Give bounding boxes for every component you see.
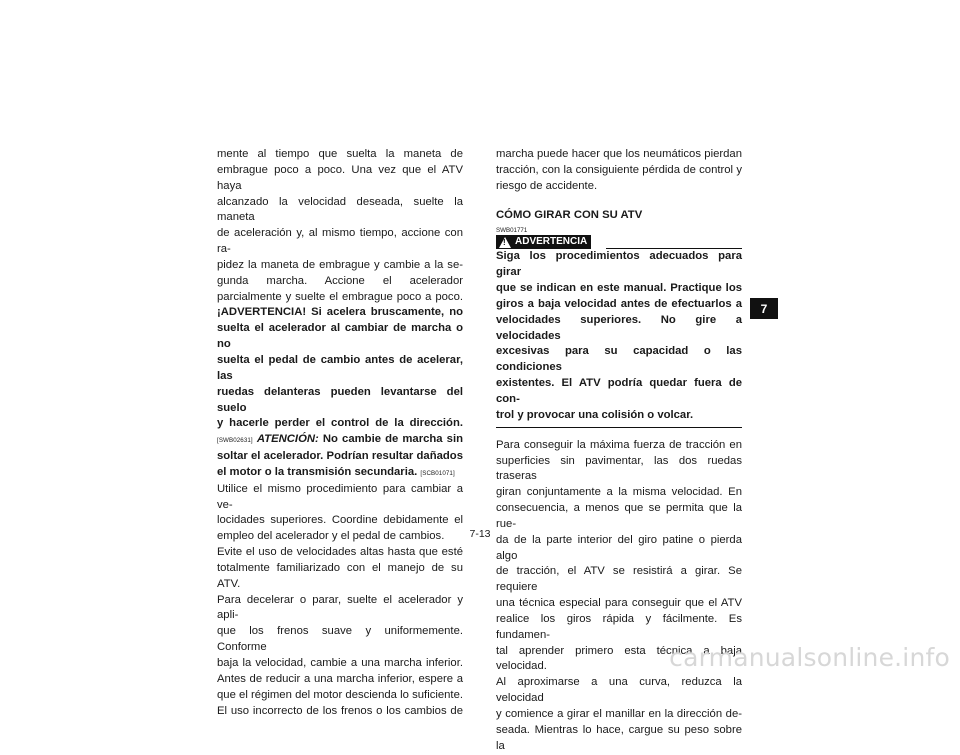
warning-badge	[496, 235, 591, 249]
warning-end-rule	[496, 427, 742, 428]
body-line: giran conjuntamente a la misma velocidad. En	[496, 486, 742, 499]
body-line: El uso incorrecto de los frenos o los cambios de	[217, 704, 463, 717]
body-line: que los frenos suave y uniformemente. Conforme	[217, 625, 463, 654]
warning-line: que se indican en este manual. Practique los	[496, 282, 742, 295]
left-column	[217, 147, 463, 719]
warning-header	[496, 235, 742, 249]
warning-line: ruedas delanteras pueden levantarse del suelo	[217, 385, 463, 414]
warning-code: [SWB02631]	[217, 437, 253, 445]
body-line: tracción, con la consiguiente pérdida de control y	[496, 163, 742, 176]
body-line: da de la parte interior del giro patine o pierda algo	[496, 533, 742, 562]
attention-line	[217, 432, 463, 449]
caution-code: [SCB01071]	[420, 469, 455, 477]
warning-badge-label: ADVERTENCIA	[515, 236, 588, 248]
warning-box-text	[496, 249, 742, 423]
warning-line: existentes. El ATV podría quedar fuera de con-	[496, 377, 742, 405]
body-line: Para conseguir la máxima fuerza de tracción en	[496, 438, 742, 451]
warning-line: ¡ADVERTENCIA! Si acelera bruscamente, no	[217, 306, 463, 319]
body-line: pidez la maneta de embrague y cambie a la se-	[217, 258, 463, 271]
warning-line: giros a baja velocidad antes de efectuarlos a	[496, 297, 742, 310]
chapter-tab: 7	[750, 298, 778, 319]
warning-line: suelta el pedal de cambio antes de acelerar, las	[217, 353, 463, 382]
body-line: que el régimen del motor descienda lo suficiente.	[217, 688, 463, 701]
body-line: embrague poco a poco. Una vez que el ATV haya	[217, 163, 463, 192]
body-line: gunda marcha. Accione el acelerador	[217, 274, 463, 287]
body-line: Para decelerar o parar, suelte el acelerador y apli-	[217, 593, 463, 622]
body-line: de aceleración y, al mismo tiempo, accione con ra-	[217, 227, 463, 256]
warning-line: velocidades superiores. No gire a velocidades	[496, 313, 742, 342]
warning-line: Siga los procedimientos adecuados para girar	[496, 250, 742, 279]
body-line: totalmente familiarizado con el manejo de su ATV.	[217, 561, 463, 590]
attention-line: soltar el acelerador. Podrían resultar dañados	[217, 450, 463, 463]
warning-line: trol y provocar una colisión o volcar.	[496, 408, 694, 421]
attention-text: No cambie de marcha sin	[322, 433, 463, 446]
warning-line: excesivas para su capacidad o las condiciones	[496, 345, 742, 374]
body-line: alcanzado la velocidad deseada, suelte la maneta	[217, 195, 463, 224]
body-line: locidades superiores. Coordine debidamente el	[217, 514, 463, 527]
warning-line: y hacerle perder el control de la dirección.	[217, 417, 463, 430]
warning-line: suelta el acelerador al cambiar de marcha o no	[217, 322, 463, 351]
body-line: seada. Mientras lo hace, cargue su peso sobre la	[496, 723, 742, 752]
body-line: marcha puede hacer que los neumáticos pierdan	[496, 148, 742, 160]
body-line: consecuencia, a menos que se permita que la rue-	[496, 502, 742, 530]
attention-text: el motor o la transmisión secundaria.	[217, 465, 418, 478]
body-line: mente al tiempo que suelta la maneta de	[217, 148, 463, 160]
watermark: carmanualsonline.info	[669, 643, 950, 672]
warning-rule	[606, 248, 742, 249]
page-number: 7-13	[469, 528, 491, 540]
body-line: superficies sin pavimentar, las dos ruedas traseras	[496, 454, 742, 483]
warning-triangle-icon	[499, 237, 511, 248]
section-heading: CÓMO GIRAR CON SU ATV	[496, 208, 643, 221]
body-line: Evite el uso de velocidades altas hasta que esté	[217, 546, 463, 559]
body-line: parcialmente y suelte el embrague poco a poco.	[217, 290, 463, 303]
body-line: empleo del acelerador y el pedal de cambios.	[217, 530, 445, 543]
body-line: tal aprender primero esta técnica a baja velocidad.	[496, 644, 742, 673]
body-line: Antes de reducir a una marcha inferior, espere a	[217, 672, 463, 685]
body-line: y comience a girar el manillar en la dirección de-	[496, 708, 742, 720]
body-line: Utilice el mismo procedimiento para cambiar a ve-	[217, 482, 463, 511]
attention-label: ATENCIÓN:	[256, 433, 319, 446]
body-line: realice los giros rápida y fácilmente. Es fundamen-	[496, 612, 742, 641]
body-line: Al aproximarse a una curva, reduzca la velocidad	[496, 676, 742, 705]
body-line: una técnica especial para conseguir que el ATV	[496, 597, 742, 610]
attention-line	[217, 465, 463, 482]
warning-code: SWB01771	[496, 227, 528, 235]
body-line: riesgo de accidente.	[496, 179, 598, 192]
body-line: baja la velocidad, cambie a una marcha inferior.	[217, 657, 463, 669]
body-line: de tracción, el ATV se resistirá a girar. Se requiere	[496, 565, 742, 594]
